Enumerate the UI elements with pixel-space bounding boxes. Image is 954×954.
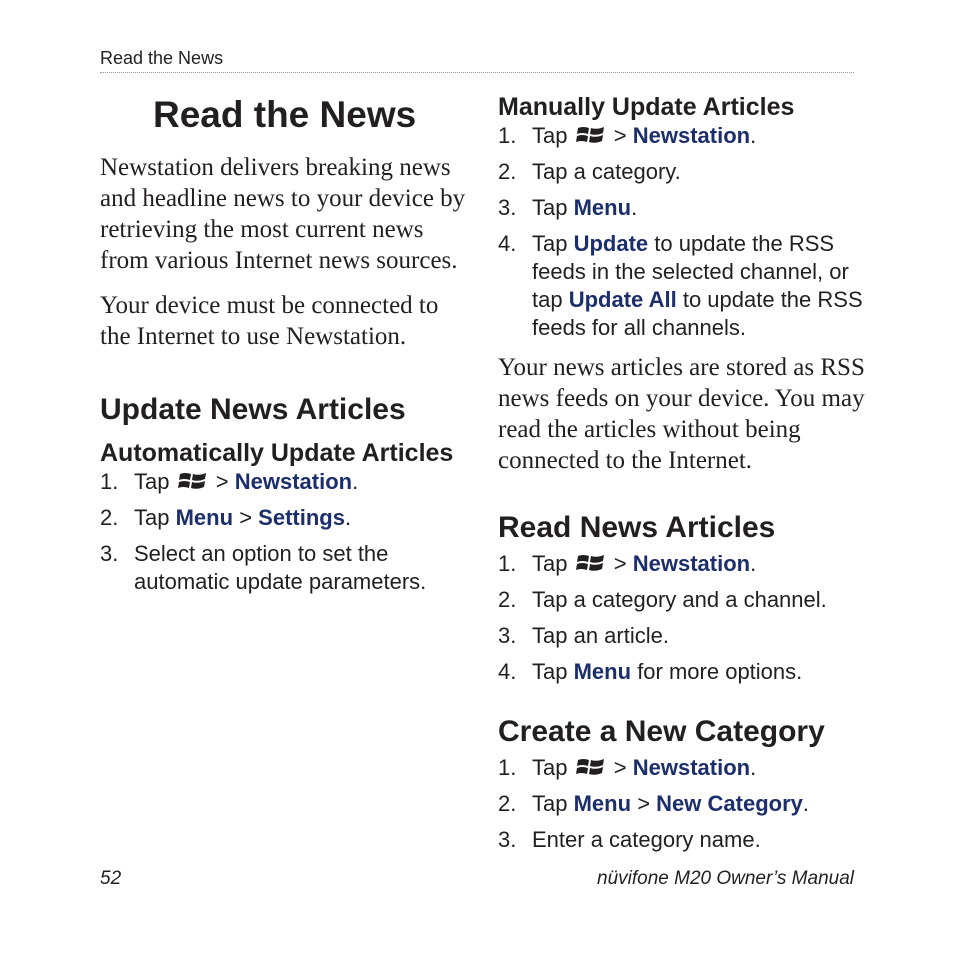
list-item — [498, 158, 868, 186]
step-text: Tap — [532, 123, 568, 148]
step-separator: > — [613, 755, 627, 780]
step-punct: . — [344, 505, 352, 530]
list-item — [498, 622, 868, 650]
list-item — [498, 658, 868, 686]
step-punct: . — [750, 551, 757, 576]
manual-title: nüvifone M20 Owner’s Manual — [597, 868, 854, 889]
windows-start-icon[interactable] — [576, 756, 606, 778]
newstation-keyword[interactable]: Newstation — [632, 123, 751, 148]
step-text: to update the RSS feeds for all channels. — [532, 287, 863, 340]
step-punct: . — [352, 469, 359, 494]
newstation-keyword[interactable]: Newstation — [632, 755, 751, 780]
windows-start-icon[interactable] — [178, 470, 208, 492]
section-heading-create: Create a New Category — [498, 715, 825, 748]
list-item — [100, 504, 470, 532]
subheading-manual-update: Manually Update Articles — [498, 93, 795, 121]
step-number: 2. — [498, 791, 517, 816]
list-item — [498, 586, 868, 614]
step-separator: > — [613, 123, 627, 148]
step-text: Tap — [532, 659, 568, 684]
right-column — [498, 92, 868, 862]
subheading-auto-update: Automatically Update Articles — [100, 439, 454, 467]
stored-articles-paragraph: Your news articles are stored as RSS news feeds on your device. You may read the articles without being connected to the Internet. — [498, 354, 865, 474]
auto-update-steps — [100, 468, 470, 596]
new-category-keyword[interactable]: New Category — [656, 791, 803, 816]
step-number: 4. — [498, 659, 517, 684]
list-item — [100, 468, 470, 496]
step-number: 4. — [498, 231, 517, 256]
page-number: 52 — [100, 868, 122, 889]
list-item — [498, 790, 868, 818]
step-punct: . — [802, 791, 810, 816]
step-punct: . — [631, 195, 638, 220]
step-number: 1. — [498, 755, 517, 780]
step-punct: . — [750, 755, 757, 780]
step-number: 1. — [100, 469, 119, 494]
list-item — [498, 194, 868, 222]
menu-keyword[interactable]: Menu — [573, 659, 632, 684]
section-heading-update: Update News Articles — [100, 393, 406, 426]
step-number: 3. — [498, 195, 517, 220]
step-text: Select an option to set the automatic update parameters. — [134, 541, 427, 594]
menu-keyword[interactable]: Menu — [573, 195, 632, 220]
step-number: 2. — [498, 159, 517, 184]
step-separator: > — [239, 505, 253, 530]
list-item — [498, 754, 868, 782]
connection-paragraph: Your device must be connected to the Internet to use Newstation. — [100, 292, 439, 350]
list-item — [498, 550, 868, 578]
step-punct: . — [750, 123, 757, 148]
step-text: Tap — [532, 791, 568, 816]
windows-start-icon[interactable] — [576, 552, 606, 574]
section-heading-read: Read News Articles — [498, 511, 776, 544]
step-text: Tap — [532, 755, 568, 780]
step-text: Tap an article. — [532, 623, 669, 648]
newstation-keyword[interactable]: Newstation — [234, 469, 353, 494]
list-item — [498, 230, 868, 342]
step-text: to update the RSS feeds in the selected channel, or tap — [532, 231, 849, 312]
step-separator: > — [613, 551, 627, 576]
menu-keyword[interactable]: Menu — [573, 791, 632, 816]
newstation-keyword[interactable]: Newstation — [632, 551, 751, 576]
step-number: 2. — [498, 587, 517, 612]
step-number: 2. — [100, 505, 119, 530]
step-separator: > — [215, 469, 229, 494]
step-text: Tap — [134, 505, 170, 530]
update-all-keyword[interactable]: Update All — [568, 287, 677, 312]
left-column — [100, 92, 470, 604]
list-item — [498, 122, 868, 150]
step-text: Tap — [532, 551, 568, 576]
step-text: for more options. — [637, 659, 803, 684]
list-item — [498, 826, 868, 854]
step-number: 1. — [498, 551, 517, 576]
step-number: 3. — [100, 541, 119, 566]
step-text: Tap — [134, 469, 170, 494]
step-text: Enter a category name. — [532, 827, 761, 852]
running-head: Read the News — [100, 48, 224, 68]
page-title: Read the News — [153, 94, 417, 135]
step-text: Tap — [532, 231, 568, 256]
step-text: Tap a category. — [532, 159, 681, 184]
intro-paragraph: Newstation delivers breaking news and headline news to your device by retrieving the most current news from various Internet news sources. — [100, 154, 466, 274]
list-item — [100, 540, 470, 596]
step-separator: > — [637, 791, 651, 816]
step-number: 3. — [498, 623, 517, 648]
step-text: Tap a category and a channel. — [532, 587, 827, 612]
update-keyword[interactable]: Update — [573, 231, 649, 256]
step-text: Tap — [532, 195, 568, 220]
read-articles-steps — [498, 550, 868, 686]
settings-keyword[interactable]: Settings — [258, 505, 345, 530]
manual-update-steps — [498, 122, 868, 342]
create-category-steps — [498, 754, 868, 854]
windows-start-icon[interactable] — [576, 124, 606, 146]
step-number: 1. — [498, 123, 517, 148]
header-divider — [100, 72, 854, 73]
step-number: 3. — [498, 827, 517, 852]
menu-keyword[interactable]: Menu — [175, 505, 234, 530]
